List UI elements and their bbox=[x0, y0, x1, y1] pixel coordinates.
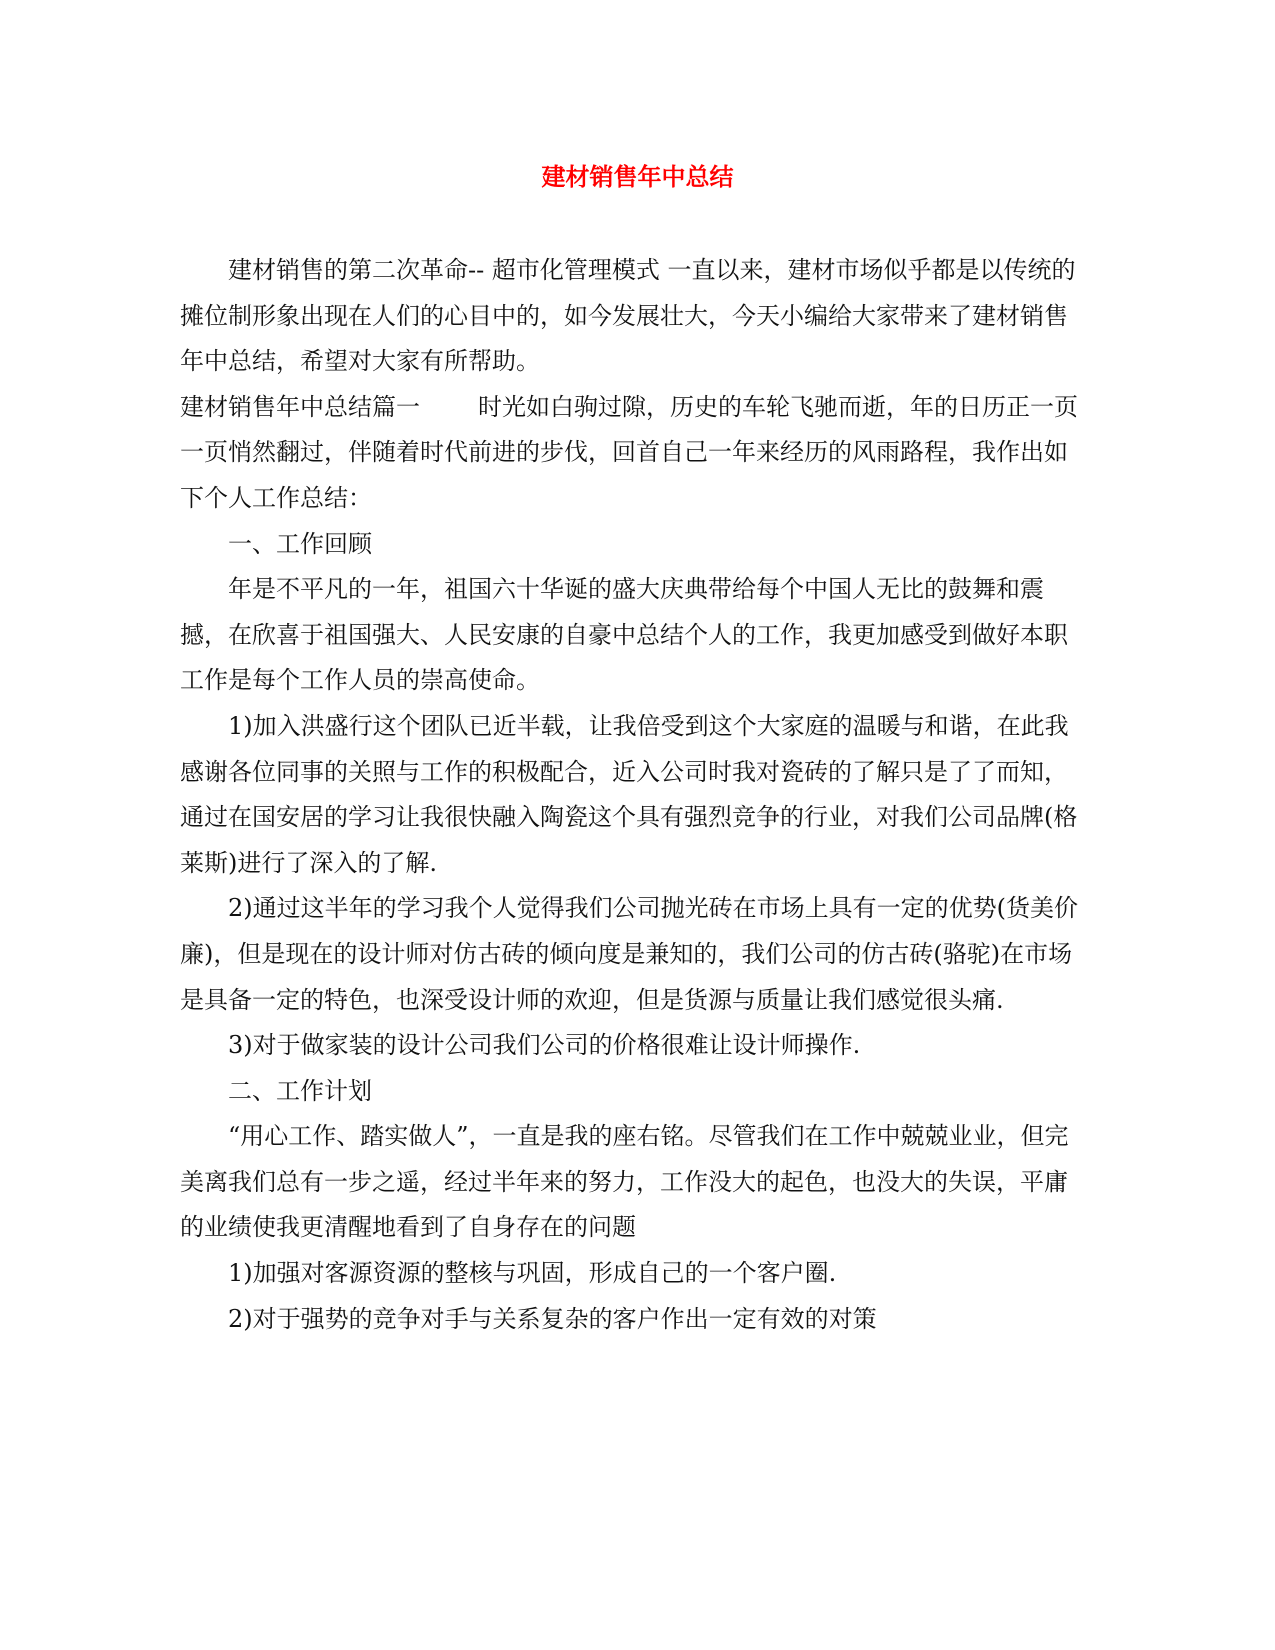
plan-item-2: 2)对于强势的竞争对手与关系复杂的客户作出一定有效的对策 bbox=[228, 1304, 877, 1333]
plan-paragraph: “用心工作、踏实做人”，一直是我的座右铭。尽管我们在工作中兢兢业业，但完美离我们总有一步之遥，经过半年来的努力，工作没大的起色，也没大的失误，平庸的业绩使我更清醒地看到了自身存在的问题 bbox=[180, 1122, 1069, 1242]
plan-item-1: 1)加强对客源资源的整核与巩固，形成自己的一个客户圈. bbox=[228, 1259, 837, 1288]
section-heading: 建材销售年中总结篇一 bbox=[180, 392, 420, 421]
work-plan-heading: 二、工作计划 bbox=[228, 1076, 372, 1105]
intro-paragraph: 建材销售的第二次革命-- 超市化管理模式 一直以来，建材市场似乎都是以传统的摊位制形象出现在人们的心目中的，如今发展壮大，今天小编给大家带来了建材销售年中总结，希望对大家有所帮助。 bbox=[180, 256, 1076, 376]
section-paragraph bbox=[180, 385, 1085, 522]
review-item-3: 3)对于做家装的设计公司我们公司的价格很难让设计师操作. bbox=[228, 1031, 861, 1060]
review-item-2: 2)通过这半年的学习我个人觉得我们公司抛光砖在市场上具有一定的优势(货美价廉)，但是现在的设计师对仿古砖的倾向度是兼知的，我们公司的仿古砖(骆驼)在市场是具备一定的特色，也深受设计师的欢迎，但是货源与质量让我们感觉很头痛. bbox=[180, 894, 1078, 1014]
section-text: 时光如白驹过隙，历史的车轮飞驰而逝，年的日历正一页一页悄然翻过，伴随着时代前进的步伐，回首自己一年来经历的风雨路程，我作出如下个人工作总结： bbox=[180, 392, 1078, 512]
review-item-1: 1)加入洪盛行这个团队已近半载，让我倍受到这个大家庭的温暖与和谐，在此我感谢各位同事的关照与工作的积极配合，近入公司时我对瓷砖的了解只是了了而知，通过在国安居的学习让我很快融入陶瓷这个具有强烈竞争的行业，对我们公司品牌(格莱斯)进行了深入的了解. bbox=[180, 711, 1078, 877]
work-review-heading: 一、工作回顾 bbox=[228, 529, 372, 558]
review-paragraph: 年是不平凡的一年，祖国六十华诞的盛大庆典带给每个中国人无比的鼓舞和震撼，在欣喜于祖国强大、人民安康的自豪中总结个人的工作，我更加感受到做好本职工作是每个工作人员的崇高使命。 bbox=[180, 575, 1068, 695]
document-title: 建材销售年中总结 bbox=[541, 162, 734, 191]
document-body bbox=[180, 248, 1085, 1342]
